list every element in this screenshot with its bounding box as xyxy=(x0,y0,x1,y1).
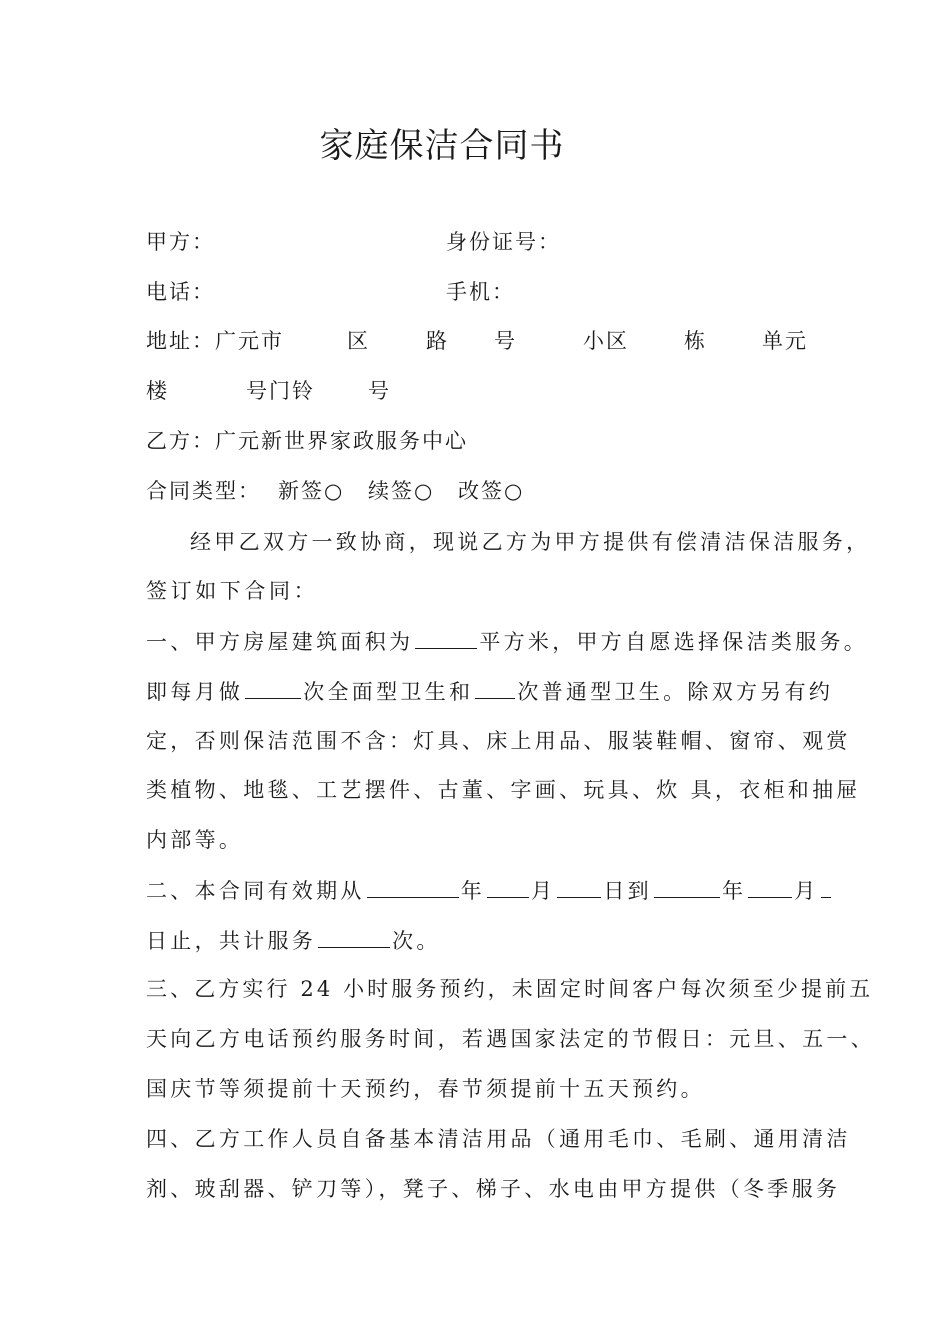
clause-2-line-1 xyxy=(146,875,833,906)
address-floor: 楼 xyxy=(146,379,167,403)
address-road: 路 xyxy=(426,329,447,353)
address-label: 地址：广元市 xyxy=(146,329,284,353)
clause-1-line-5: 内部等。 xyxy=(146,828,244,852)
address-building: 栋 xyxy=(684,329,705,353)
address-door: 号门铃 xyxy=(246,379,315,403)
start-day-blank xyxy=(557,875,601,898)
clause-2-end-prefix: 日止，共计服务 xyxy=(146,929,317,953)
regular-clean-count-blank xyxy=(475,676,515,699)
contract-type-new: 新签○ xyxy=(278,479,345,503)
end-year-label: 年 xyxy=(721,879,747,903)
clause-1-line-1 xyxy=(146,626,868,657)
clause-4-line-1: 四、乙方工作人员自备基本清洁用品（通用毛巾、毛刷、通用清洁 xyxy=(146,1127,851,1151)
start-year-label: 年 xyxy=(460,879,486,903)
clause-1-line-2 xyxy=(146,676,833,707)
clause-1-area-prefix: 一、甲方房屋建筑面积为 xyxy=(146,630,414,654)
clause-3-line-2: 天向乙方电话预约服务时间，若遇国家法定的节假日：元旦、五一、 xyxy=(146,1027,875,1051)
mobile-label: 手机： xyxy=(446,280,515,304)
party-b: 乙方：广元新世界家政服务中心 xyxy=(146,429,468,453)
full-clean-count-blank xyxy=(245,676,301,699)
clause-3-line-1: 三、乙方实行 24 小时服务预约，未固定时间客户每次须至少提前五 xyxy=(146,977,874,1001)
start-year-blank xyxy=(367,875,459,898)
document-title: 家庭保洁合同书 xyxy=(319,126,565,166)
id-number-label: 身份证号： xyxy=(446,230,561,254)
clause-2-line-2 xyxy=(146,925,441,956)
contract-type-label: 合同类型： xyxy=(146,479,261,503)
start-month-label: 月 xyxy=(531,879,556,903)
intro-line-2: 签订如下合同： xyxy=(146,579,319,603)
clause-1-line-3: 定，否则保洁范围不含：灯具、床上用品、服装鞋帽、窗帘、观赏 xyxy=(146,729,851,753)
start-month-blank xyxy=(487,875,529,898)
clause-1-area-suffix: 平方米，甲方自愿选择保洁类服务。 xyxy=(479,630,869,654)
address-district: 区 xyxy=(347,329,368,353)
start-day-label: 日到 xyxy=(603,879,652,903)
intro-line-1: 经甲乙双方一致协商，现说乙方为甲方提供有偿清洁保洁服务， xyxy=(190,530,871,554)
contract-type-modify: 改签○ xyxy=(458,479,525,503)
service-count-blank xyxy=(318,925,390,948)
address-door-number: 号 xyxy=(368,379,389,403)
clause-1-monthly-mid: 次全面型卫生和 xyxy=(303,680,474,704)
clause-1-monthly-prefix: 即每月做 xyxy=(146,680,244,704)
address-unit: 单元 xyxy=(762,329,808,353)
end-year-blank xyxy=(654,875,720,898)
party-a-label: 甲方： xyxy=(146,230,215,254)
end-day-blank xyxy=(821,875,831,898)
address-number: 号 xyxy=(494,329,515,353)
contract-type-renew: 续签○ xyxy=(368,479,435,503)
clause-1-line-4: 类植物、地毯、工艺摆件、古董、字画、玩具、炊 具，衣柜和抽屉 xyxy=(146,778,861,802)
clause-3-line-3: 国庆节等须提前十天预约，春节须提前十五天预约。 xyxy=(146,1077,705,1101)
phone-label: 电话： xyxy=(146,280,215,304)
end-month-blank xyxy=(748,875,792,898)
clause-2-end-suffix: 次。 xyxy=(392,929,441,953)
clause-1-monthly-suffix: 次普通型卫生。除双方另有约 xyxy=(517,680,834,704)
end-month-label: 月 xyxy=(794,879,819,903)
clause-2-prefix: 二、本合同有效期从 xyxy=(146,879,365,903)
clause-4-line-2: 剂、玻刮器、铲刀等），凳子、梯子、水电由甲方提供（冬季服务 xyxy=(146,1177,841,1201)
area-blank xyxy=(415,626,477,649)
address-community: 小区 xyxy=(583,329,629,353)
